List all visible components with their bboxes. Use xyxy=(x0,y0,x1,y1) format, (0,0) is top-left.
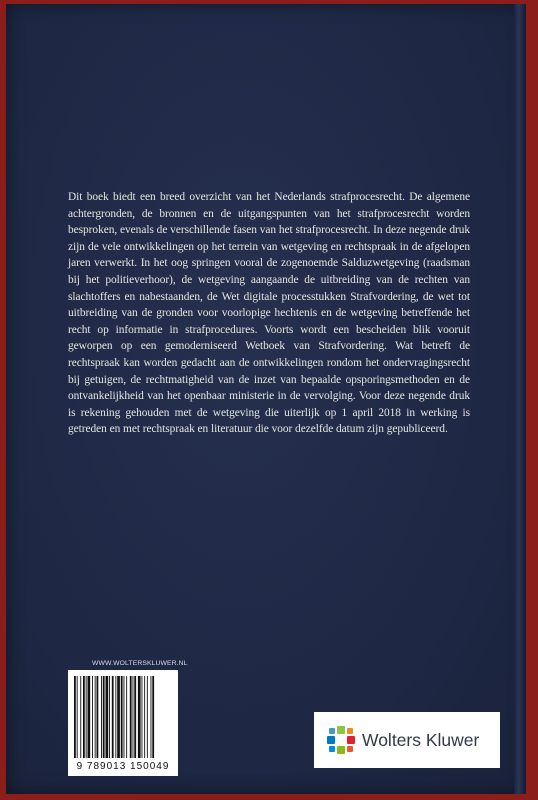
publisher-logo xyxy=(314,712,500,768)
publisher-url: WWW.WOLTERSKLUWER.NL xyxy=(92,660,188,667)
isbn-number: 9 789013 150049 xyxy=(76,761,170,772)
barcode-bars-icon xyxy=(68,670,178,762)
wolters-kluwer-logo-mark-icon xyxy=(326,725,356,755)
spine-edge xyxy=(514,4,526,794)
back-cover-blurb: Dit boek biedt een breed overzicht van het Nederlands strafprocesrecht. De algemene achtergronden, de bronnen en de uitgangspunten van het strafprocesrecht worden besproken, evenals de verschillende fasen van het strafprocesrecht. In deze negende druk zijn de vele ontwikkelingen op het terrein van wetgeving en rechtspraak in de afgelopen jaren verwerkt. In het oog springen vooral de zogenoemde Salduzwetgeving (raadsman bij het politieverhoor), de wetgeving aangaande de uitbreiding van de rechten van slachtoffers en nabestaanden, de Wet digitale processtukken Strafvordering, de wet tot uitbreiding van de gronden voor voorlopige hechtenis en de wetgeving betreffende het recht op informatie in strafprocedures. Voorts wordt een bescheiden blik vooruit geworpen op een gemoderniseerd Wetboek van Strafvordering. Wat betreft de rechtspraak kan worden gedacht aan de ontwikkelingen rondom het ondervragingsrecht bij getuigen, de rechtmatigheid van de inzet van bepaalde opsporingsmethoden en de ontvankelijkheid van het openbaar ministerie in de vervolging. Voor deze negende druk is rekening gehouden met de wetgeving die uiterlijk op 1 april 2018 in werking is getreden en met rechtspraak en literatuur die voor dezelfde datum zijn gepubliceerd. xyxy=(68,191,470,436)
isbn-barcode xyxy=(68,670,178,776)
publisher-name: Wolters Kluwer xyxy=(362,729,480,750)
